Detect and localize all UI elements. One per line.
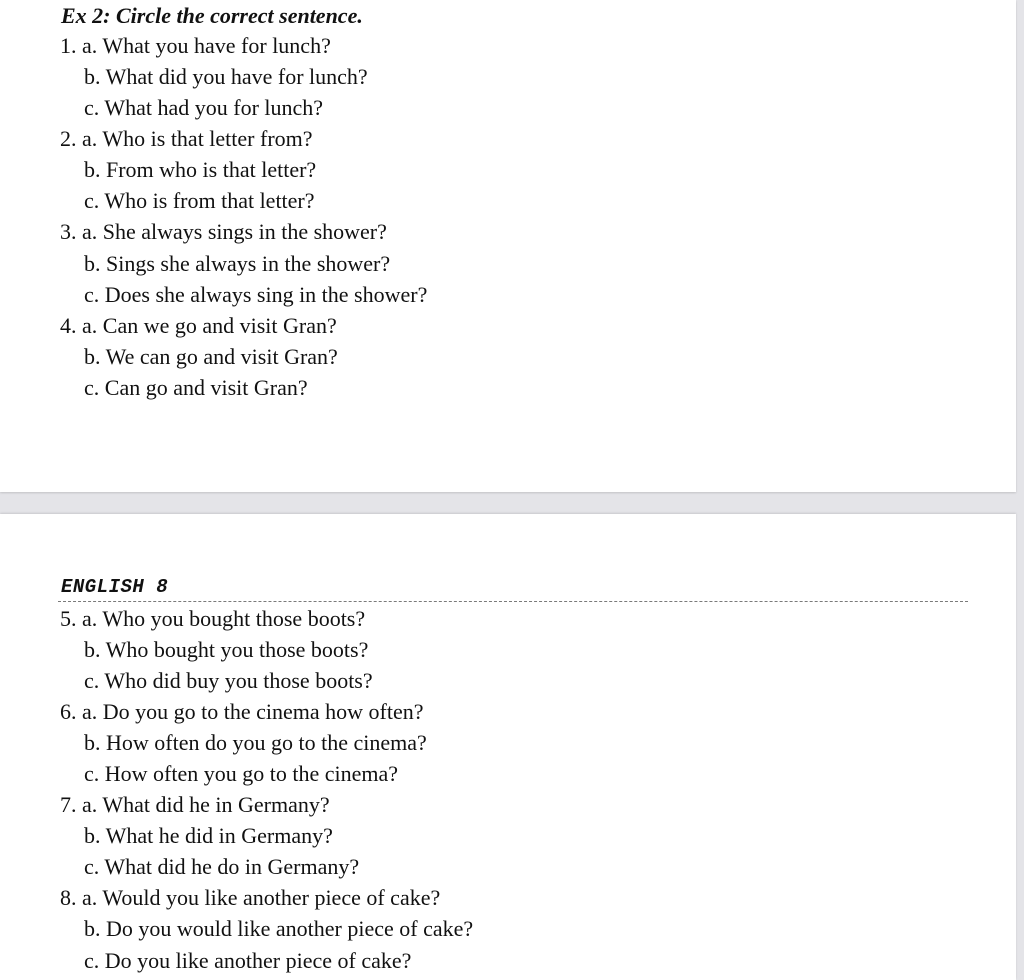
question-1-option-c: c. What had you for lunch?	[84, 95, 324, 120]
worksheet-page-2	[0, 514, 1016, 980]
question-4-option-a: 4. a. Can we go and visit Gran?	[60, 313, 337, 338]
question-8-option-b: b. Do you would like another piece of cake?	[84, 916, 474, 941]
question-5-option-a: 5. a. Who you bought those boots?	[60, 606, 366, 631]
exercise-title: Ex 2: Circle the correct sentence.	[61, 3, 363, 28]
page-header: ENGLISH 8	[61, 576, 169, 598]
question-1-option-a: 1. a. What you have for lunch?	[60, 33, 331, 58]
question-3-option-a: 3. a. She always sings in the shower?	[60, 219, 387, 244]
worksheet-page-1	[0, 0, 1016, 492]
question-1-option-b: b. What did you have for lunch?	[84, 64, 368, 89]
question-3-option-b: b. Sings she always in the shower?	[84, 251, 391, 276]
question-2-option-b: b. From who is that letter?	[84, 157, 317, 182]
question-4-option-c: c. Can go and visit Gran?	[84, 375, 308, 400]
question-4-option-b: b. We can go and visit Gran?	[84, 344, 338, 369]
question-5-option-c: c. Who did buy you those boots?	[84, 668, 373, 693]
question-7-option-a: 7. a. What did he in Germany?	[60, 792, 330, 817]
question-8-option-a: 8. a. Would you like another piece of cake?	[60, 885, 441, 910]
question-7-option-b: b. What he did in Germany?	[84, 823, 333, 848]
question-6-option-a: 6. a. Do you go to the cinema how often?	[60, 699, 424, 724]
question-6-option-b: b. How often do you go to the cinema?	[84, 730, 427, 755]
question-7-option-c: c. What did he do in Germany?	[84, 854, 360, 879]
question-2-option-a: 2. a. Who is that letter from?	[60, 126, 313, 151]
header-divider	[58, 601, 968, 602]
question-3-option-c: c. Does she always sing in the shower?	[84, 282, 428, 307]
question-8-option-c: c. Do you like another piece of cake?	[84, 948, 412, 973]
question-6-option-c: c. How often you go to the cinema?	[84, 761, 399, 786]
question-5-option-b: b. Who bought you those boots?	[84, 637, 369, 662]
question-2-option-c: c. Who is from that letter?	[84, 188, 315, 213]
